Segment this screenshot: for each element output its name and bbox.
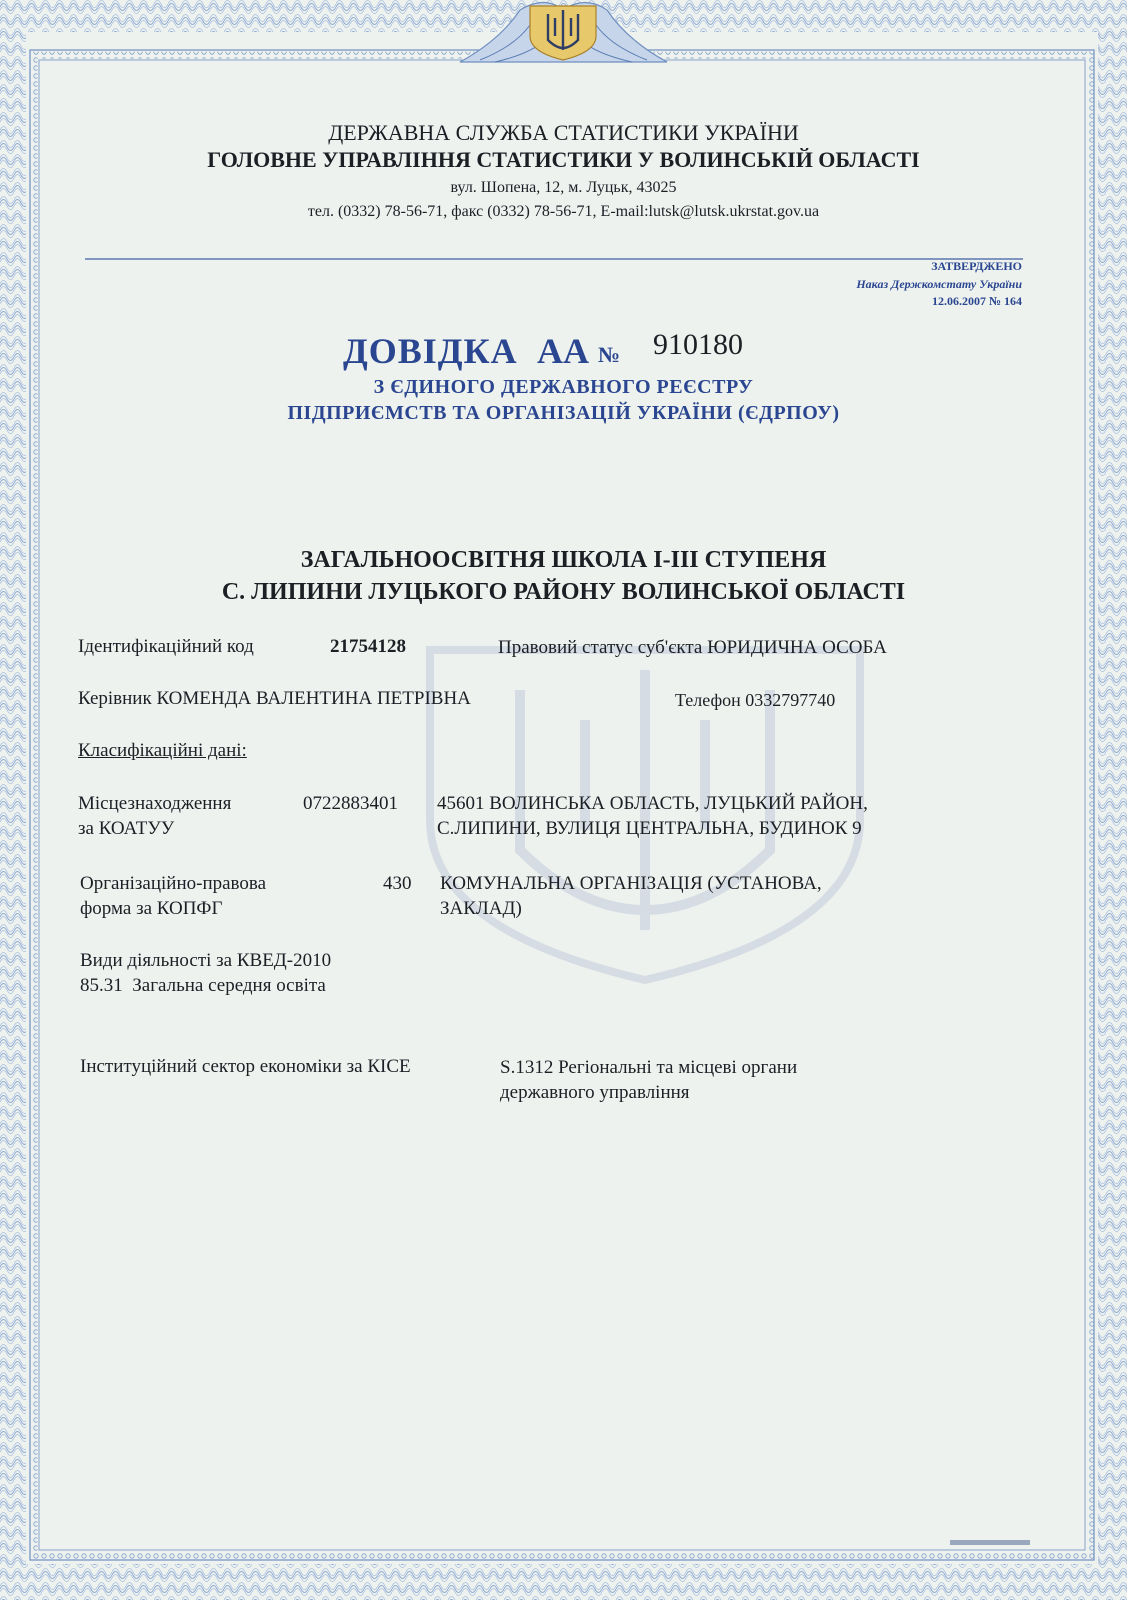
agency-name: ДЕРЖАВНА СЛУЖБА СТАТИСТИКИ УКРАЇНИ <box>328 120 799 145</box>
org-form-label-1: Організаційно-правова <box>80 873 267 894</box>
approval-title: ЗАТВЕРДЖЕНО <box>931 259 1022 273</box>
location-value-2: С.ЛИПИНИ, ВУЛИЦЯ ЦЕНТРАЛЬНА, БУДИНОК 9 <box>437 818 862 839</box>
phone: Телефон 0332797740 <box>675 690 836 710</box>
legal-status: Правовий статус суб'єкта ЮРИДИЧНА ОСОБА <box>498 637 887 658</box>
head-of-entity: Керівник КОМЕНДА ВАЛЕНТИНА ПЕТРІВНА <box>78 688 471 709</box>
entity-name-line-2: С. ЛИПИНИ ЛУЦЬКОГО РАЙОНУ ВОЛИНСЬКОЇ ОБЛАСТІ <box>221 579 906 605</box>
kved-label: Види діяльності за КВЕД-2010 <box>80 950 332 971</box>
certificate-subtitle-1: З ЄДИНОГО ДЕРЖАВНОГО РЕЄСТРУ <box>373 376 754 398</box>
sector-value-1: S.1312 Регіональні та місцеві органи <box>500 1057 798 1078</box>
contacts-line: тел. (0332) 78-56-71, факс (0332) 78-56-71, E-mail:lutsk@lutsk.ukrstat.gov.ua <box>307 203 820 220</box>
certificate-subtitle-2: ПІДПРИЄМСТВ ТА ОРГАНІЗАЦІЙ УКРАЇНИ (ЄДРПОУ) <box>287 402 840 424</box>
id-code-value: 21754128 <box>330 636 406 657</box>
certificate-series: АА <box>537 331 589 371</box>
location-label-2: за КОАТУУ <box>78 818 175 839</box>
location-label-1: Місцезнаходження <box>78 793 232 814</box>
number-sign: № <box>598 342 621 367</box>
org-form-code: 430 <box>383 873 412 894</box>
entity-name-line-1: ЗАГАЛЬНООСВІТНЯ ШКОЛА І-ІІІ СТУПЕНЯ <box>300 547 827 573</box>
location-value-1: 45601 ВОЛИНСЬКА ОБЛАСТЬ, ЛУЦЬКИЙ РАЙОН, <box>437 793 868 814</box>
certificate-title: ДОВІДКА <box>343 331 518 371</box>
approval-order: Наказ Держкомстату України <box>856 277 1022 291</box>
sector-value-2: державного управління <box>500 1082 690 1103</box>
approval-date: 12.06.2007 № 164 <box>931 294 1022 308</box>
kved-value: 85.31 Загальна середня освіта <box>80 975 326 996</box>
id-code-label: Ідентифікаційний код <box>78 636 254 657</box>
sector-label: Інституційний сектор економіки за КІСЕ <box>80 1056 411 1077</box>
address-line: вул. Шопена, 12, м. Луцьк, 43025 <box>450 179 677 196</box>
classification-heading: Класифікаційні дані: <box>78 740 247 761</box>
department-name: ГОЛОВНЕ УПРАВЛІННЯ СТАТИСТИКИ У ВОЛИНСЬКІЙ ОБЛАСТІ <box>207 147 920 172</box>
location-code: 0722883401 <box>303 793 398 814</box>
org-form-value-2: ЗАКЛАД) <box>440 898 522 919</box>
org-form-value-1: КОМУНАЛЬНА ОРГАНІЗАЦІЯ (УСТАНОВА, <box>440 873 822 894</box>
org-form-label-2: форма за КОПФГ <box>80 898 223 919</box>
certificate-number: 910180 <box>653 328 743 361</box>
